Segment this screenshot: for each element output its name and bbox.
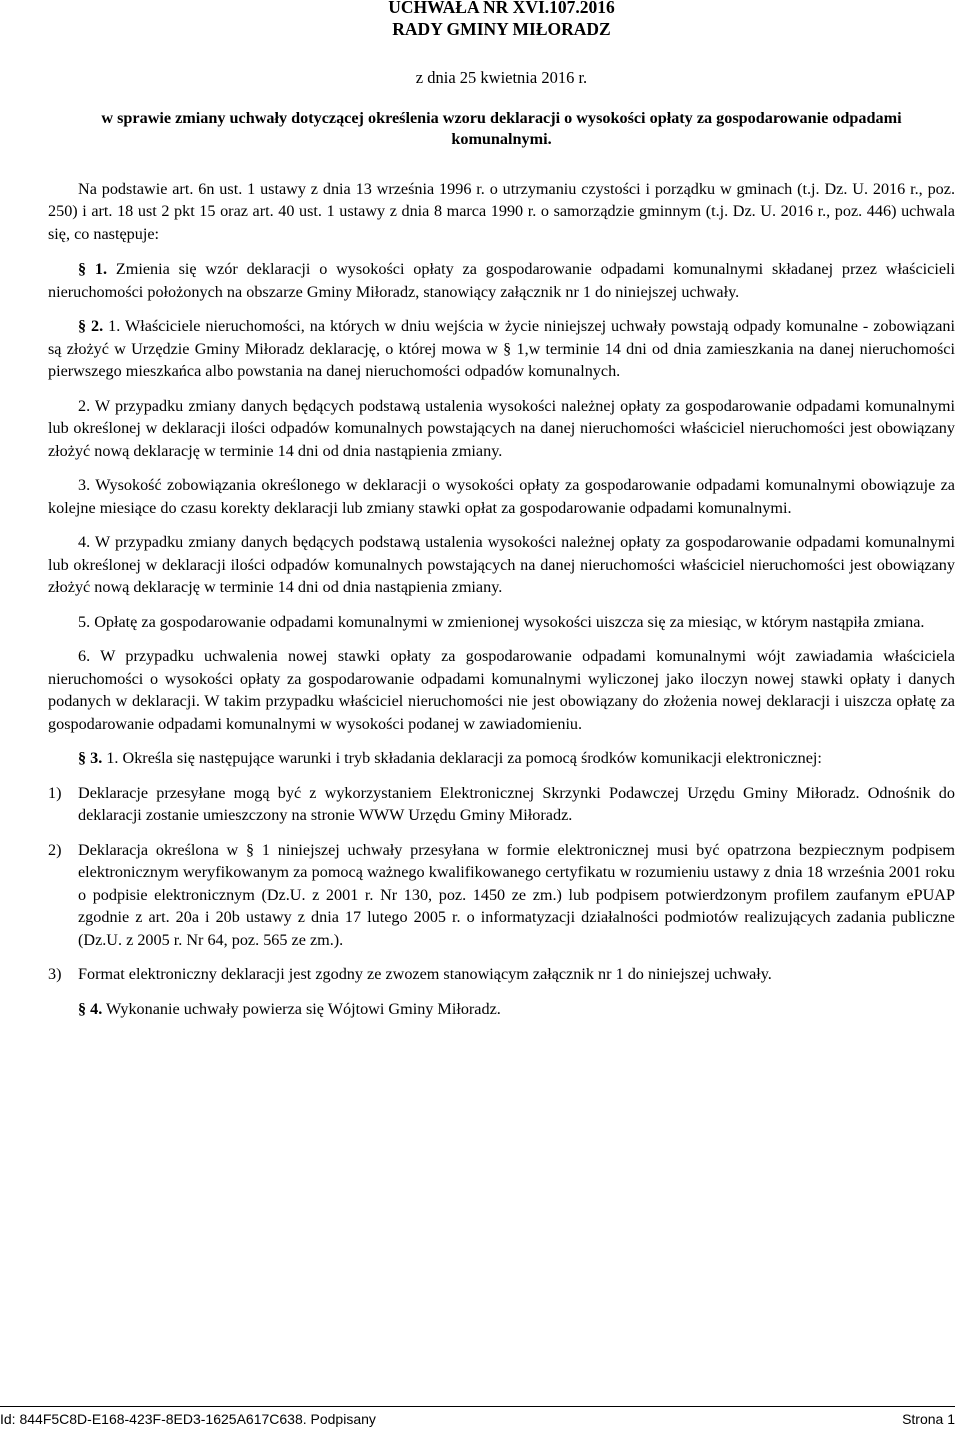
paragraph-text: Wysokość zobowiązania określonego w deklaracji o wysokości opłaty za gospodarowanie odpadami komunalnymi obowiązuje za kolejne miesiące do czasu korekty deklaracji lub zmiany stawki opłat za gospodarowanie odpadami komunalnymi.: [48, 476, 955, 517]
paragraph-number: 1.: [108, 317, 121, 335]
section-2-paragraph-1: [48, 315, 955, 383]
paragraph-number: 2.: [78, 396, 91, 415]
list-item: [48, 839, 955, 952]
section-2-paragraph-6: [48, 645, 955, 735]
section-2-paragraph-3: [48, 474, 955, 519]
paragraph-number: 6.: [78, 647, 91, 665]
section-4-label: § 4.: [78, 999, 103, 1018]
paragraph-number: 5.: [78, 612, 91, 631]
paragraph-number: 1.: [106, 749, 119, 767]
list-item-number: 3): [48, 965, 62, 983]
page-footer: [0, 1406, 955, 1429]
section-3-list: [48, 782, 955, 986]
list-item-text: Deklaracje przesyłane mogą być z wykorzystaniem Elektronicznej Skrzynki Podawczej Urzędu Gminy Miłoradz. Odnośnik do deklaracji zostanie umieszczony na stronie WWW Urzędu Gminy Miłoradz.: [78, 783, 955, 824]
list-item-number: 1): [48, 783, 62, 802]
section-2-paragraph-4: [48, 531, 955, 599]
paragraph-text: W przypadku zmiany danych będących podstawą ustalenia wysokości należnej opłaty za gospodarowanie odpadami komunalnymi lub określonej w deklaracji ilości odpadów komunalnych powstających na danej nieruchomości właściciel nieruchomości jest obowiązany złożyć nową deklarację w terminie 14 dni od dnia nastąpienia zmiany.: [48, 396, 955, 460]
section-2-paragraph-5: [48, 611, 955, 634]
paragraph-text: W przypadku zmiany danych będących podstawą ustalenia wysokości należnej opłaty za gospodarowanie odpadami komunalnymi lub określonej w deklaracji ilości odpadów komunalnych powstających na danej nieruchomości właściciel nieruchomości jest obowiązany złożyć nową deklarację w terminie 14 dni od dnia nastąpienia zmiany.: [48, 533, 955, 596]
paragraph-text: W przypadku uchwalenia nowej stawki opłaty za gospodarowanie odpadami komunalnymi wójt zawiadamia właściciela nieruchomości o wysokości opłaty za gospodarowanie odpadami komunalnymi wyliczonej jako iloczyn nowej stawki opłaty i danych podanych w deklaracji. W takim przypadku właściciel nieruchomości nie jest obowiązany do złożenia nowej deklaracji i uiszcza opłatę za gospodarowanie odpadami komunalnymi w wysokości podanej w zawiadomieniu.: [48, 647, 955, 733]
section-1-label: § 1.: [78, 260, 108, 278]
paragraph-text: Określa się następujące warunki i tryb składania deklaracji za pomocą środków komunikacji elektronicznej:: [122, 749, 822, 767]
section-1: [48, 258, 955, 303]
section-2-label: § 2.: [78, 317, 104, 335]
resolution-title: UCHWAŁA NR XVI.107.2016: [388, 0, 615, 17]
council-name: RADY GMINY MIŁORADZ: [392, 19, 611, 39]
document-id: Id: 844F5C8D-E168-423F-8ED3-1625A617C638. Podpisany: [0, 1411, 376, 1427]
document-page: [48, 0, 955, 1020]
paragraph-number: 4.: [78, 533, 91, 551]
list-item-text: Format elektroniczny deklaracji jest zgodny ze zwozem stanowiącym załącznik nr 1 do niniejszej uchwały.: [78, 965, 772, 983]
section-3-label: § 3.: [78, 749, 103, 767]
section-2-paragraph-2: [48, 395, 955, 463]
paragraph-text: Właściciele nieruchomości, na których w dniu wejścia w życie niniejszej uchwały powstają odpady komunalne - zobowiązani są złożyć w Urzędzie Gminy Miłoradz deklarację, o której mowa w § 1,w terminie 14 dni od dnia zamieszkania na danej nieruchomości pierwszego mieszkańca albo powstania na danej nieruchomości odpadów komunalnych.: [48, 317, 955, 380]
page-number: Strona 1: [902, 1411, 955, 1427]
list-item: [48, 963, 955, 986]
section-1-text: Zmienia się wzór deklaracji o wysokości opłaty za gospodarowanie odpadami komunalnymi składanej przez właścicieli nieruchomości położonych na obszarze Gminy Miłoradz, stanowiący załącznik nr 1 do niniejszej uchwały.: [48, 260, 955, 301]
legal-basis: Na podstawie art. 6n ust. 1 ustawy z dnia 13 września 1996 r. o utrzymaniu czystości i porządku w gminach (t.j. Dz. U. 2016 r., poz. 250) i art. 18 ust 2 pkt 15 oraz art. 40 ust. 1 ustawy z dnia 8 marca 1990 r. o samorządzie gminnym (t.j. Dz. U. 2016 r., poz. 446) uchwala się, co następuje:: [48, 179, 955, 243]
paragraph-number: 3.: [78, 476, 91, 494]
resolution-subject: w sprawie zmiany uchwały dotyczącej określenia wzoru deklaracji o wysokości opłaty za gospodarowanie odpadami komunalnymi.: [101, 108, 902, 148]
section-4: [48, 998, 955, 1021]
resolution-date: z dnia 25 kwietnia 2016 r.: [415, 68, 588, 87]
paragraph-text: Opłatę za gospodarowanie odpadami komunalnymi w zmienionej wysokości uiszcza się za miesiąc, w którym nastąpiła zmiana.: [94, 612, 925, 631]
section-3-intro: [48, 747, 955, 770]
section-4-text: Wykonanie uchwały powierza się Wójtowi Gminy Miłoradz.: [106, 999, 501, 1018]
list-item-number: 2): [48, 840, 62, 859]
list-item: [48, 782, 955, 827]
list-item-text: Deklaracja określona w § 1 niniejszej uchwały przesyłana w formie elektronicznej musi być opatrzona bezpiecznym podpisem elektronicznym weryfikowanym za pomocą ważnego kwalifikowanego certyfikatu w rozumieniu ustawy z dnia 18 września 2001 roku o podpisie elektronicznym (Dz.U. z 2001 r. Nr 130, poz. 1450 ze zm.) lub podpisem potwierdzonym profilem zaufanym ePUAP zgodnie z art. 20a i 20b ustawy z dnia 17 lutego 2005 r. o informatyzacji działalności podmiotów realizujących zadania publiczne (Dz.U. z 2005 r. Nr 64, poz. 565 ze zm.).: [78, 840, 955, 949]
